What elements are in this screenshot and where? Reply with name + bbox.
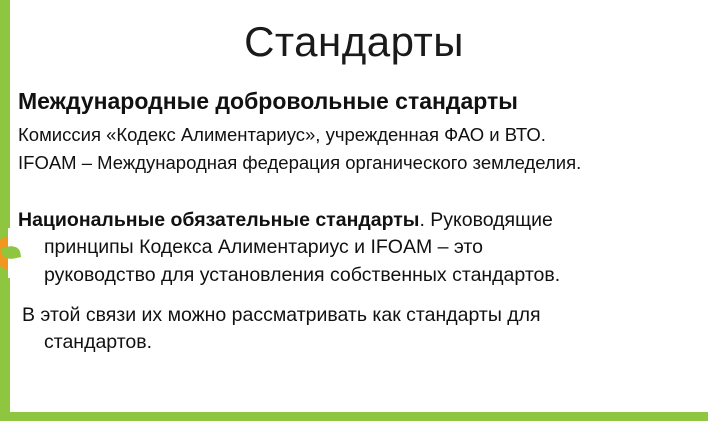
page-title: Стандарты	[244, 18, 464, 65]
section-2-lead: Национальные обязательные стандарты	[18, 208, 420, 231]
section-1-line-2: IFOAM – Международная федерация органического земледелия.	[18, 151, 582, 173]
section-2-first-line-rest: . Руководящие	[419, 208, 553, 231]
section-1-heading: Международные добровольные стандарты	[18, 88, 518, 114]
section-3	[18, 302, 690, 357]
section-2-line-2: принципы Кодекса Алиментариус и IFOAM – это	[44, 236, 483, 259]
section-3-line-2: стандартов.	[44, 331, 153, 354]
section-1-line-1: Комиссия «Кодекс Алиментариус», учрежденная ФАО и ВТО.	[18, 124, 546, 146]
decorative-bottom-bar	[0, 412, 708, 421]
section-2	[18, 207, 690, 290]
slide-body	[18, 88, 690, 357]
section-2-line-3: руководство для установления собственных стандартов.	[44, 264, 561, 286]
section-3-line-1: В этой связи их можно рассматривать как стандарты для	[22, 303, 541, 326]
decorative-top-gap	[10, 0, 708, 8]
